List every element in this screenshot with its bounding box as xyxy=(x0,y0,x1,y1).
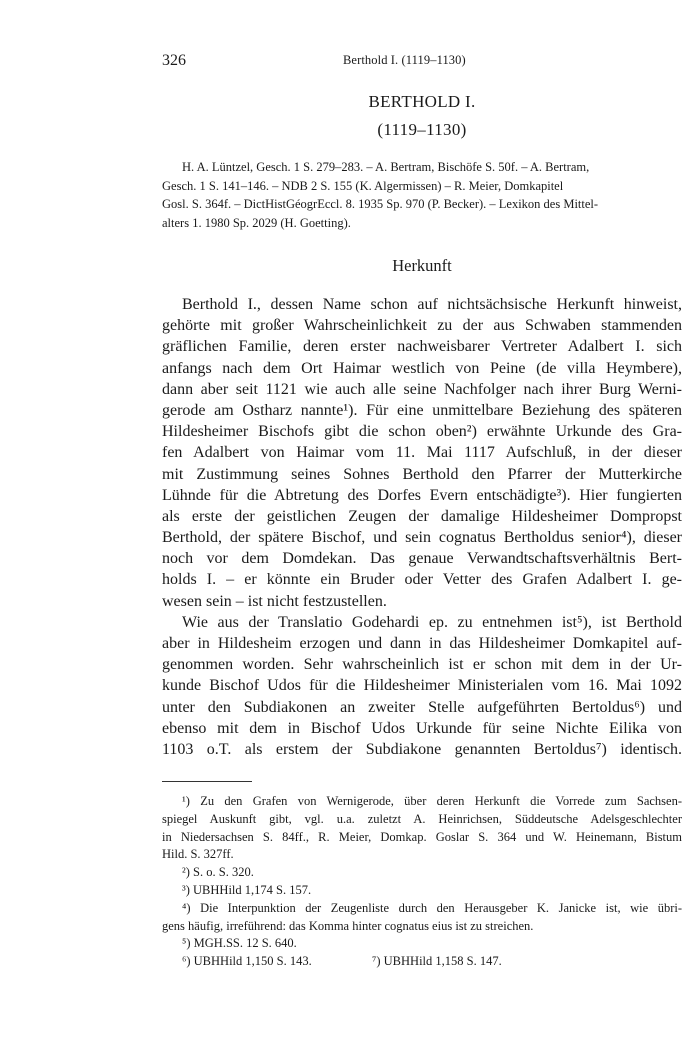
body-line: fen Adalbert von Haimar vom 11. Mai 1117 Aufschluß, in der dieser xyxy=(162,444,682,462)
body-line: kunde Bischof Udos für die Hildesheimer Ministerialen vom 16. Mai 1092 xyxy=(162,677,682,695)
body-line: genommen worden. Sehr wahrscheinlich ist er schon mit dem in der Ur- xyxy=(162,656,682,674)
page-title: BERTHOLD I. xyxy=(368,92,476,111)
body-line: ebenso mit dem in Bischof Udos Urkunde für seine Nichte Eilika von xyxy=(162,719,682,737)
title-years: (1119–1130) xyxy=(377,120,467,139)
footnote-line: in Niedersachsen S. 84ff., R. Meier, Domkap. Goslar S. 364 und W. Heinemann, Bistum xyxy=(162,829,682,844)
page-number: 326 xyxy=(162,52,186,69)
body-line: wesen sein – ist nicht festzustellen. xyxy=(162,592,387,610)
body-line: Lühnde für die Abtretung des Dorfes Evern entschädigte³). Hier fungierten xyxy=(162,486,682,504)
body-line: gehörte mit großer Wahrscheinlichkeit zu der aus Schwaben stammenden xyxy=(162,317,682,335)
literature-line: alters 1. 1980 Sp. 2029 (H. Goetting). xyxy=(162,215,351,230)
literature-references xyxy=(162,158,682,232)
body-line: holds I. – er könnte ein Bruder oder Vetter des Grafen Adalbert I. ge- xyxy=(162,571,682,589)
body-line: Berthold, der spätere Bischof, und sein cognatus Bertholdus senior⁴), dieser xyxy=(162,529,682,547)
body-line: Berthold I., dessen Name schon auf nichtsächsische Herkunft hinweist, xyxy=(182,296,682,313)
footnote-2: ²) S. o. S. 320. xyxy=(182,865,254,880)
footnote-line: Hild. S. 327ff. xyxy=(162,847,234,862)
body-line: noch vor dem Domdekan. Das genaue Verwandtschaftsverhältnis Bert- xyxy=(162,550,682,568)
body-line: gerode am Ostharz nannte¹). Für eine unmittelbare Beziehung des späteren xyxy=(162,401,682,419)
body-line: als erste der geistlichen Zeugen der damalige Hildesheimer Dompropst xyxy=(162,507,682,525)
body-line: anfangs nach dem Ort Haimar westlich von Peine (de villa Heymbere), xyxy=(162,359,682,377)
footnote-6: ⁶) UBHHild 1,150 S. 143. xyxy=(182,954,312,969)
footnote-pair xyxy=(162,953,682,971)
footnote-5: ⁵) MGH.SS. 12 S. 640. xyxy=(182,936,297,951)
footnote-line: ⁴) Die Interpunktion der Zeugenliste durch den Herausgeber K. Janicke ist, wie übri- xyxy=(182,900,682,915)
body-line: Hildesheimer Bischofs gibt die schon oben²) erwähnte Urkunde des Gra- xyxy=(162,423,682,441)
running-head: Berthold I. (1119–1130) xyxy=(343,53,466,67)
body-line: aber in Hildesheim erzogen und dann in das Hildesheimer Domkapitel auf- xyxy=(162,635,682,652)
footnote-line: ¹) Zu den Grafen von Wernigerode, über deren Herkunft die Vorrede zum Sachsen- xyxy=(182,794,682,808)
body-line: Wie aus der Translatio Godehardi ep. zu entnehmen ist⁵), ist Berthold xyxy=(182,613,682,631)
literature-line: Gosl. S. 364f. – DictHistGéogrEccl. 8. 1935 Sp. 970 (P. Becker). – Lexikon des Mittel- xyxy=(162,197,599,211)
page-header xyxy=(162,52,682,72)
body-line: unter den Subdiakonen an zweiter Stelle aufgeführten Bertoldus⁶) und xyxy=(162,698,682,716)
body-line: mit Zustimmung seines Sohnes Berthold den Pfarrer der Mutterkirche xyxy=(162,465,682,483)
body-text xyxy=(162,294,682,760)
footnote-line: gens häufig, irreführend: das Komma hinter cognatus eius ist zu streichen. xyxy=(162,918,534,933)
body-line: 1103 o.T. als erstem der Subdiakone genannten Bertoldus⁷) identisch. xyxy=(162,740,682,758)
literature-line: Gesch. 1 S. 141–146. – NDB 2 S. 155 (K. Algermissen) – R. Meier, Domkapitel xyxy=(162,178,564,193)
body-line: gräflichen Familie, deren erster nachweisbarer Vertreter Adalbert I. sich xyxy=(162,338,682,356)
footnotes xyxy=(162,793,682,971)
literature-line: H. A. Lüntzel, Gesch. 1 S. 279–283. – A. Bertram, Bischöfe S. 50f. – A. Bertram, xyxy=(182,160,590,174)
body-line: dann aber seit 1121 wie auch alle seine Nachfolger nach ihrer Burg Werni- xyxy=(162,380,682,398)
footnote-divider xyxy=(162,781,252,782)
footnote-7: ⁷) UBHHild 1,158 S. 147. xyxy=(372,954,502,969)
section-heading: Herkunft xyxy=(392,256,452,275)
footnote-3: ³) UBHHild 1,174 S. 157. xyxy=(182,882,312,897)
footnote-line: spiegel Auskunft gibt, vgl. u.a. zuletzt A. Heinrichsen, Süddeutsche Adelsgeschlechter xyxy=(162,811,682,826)
